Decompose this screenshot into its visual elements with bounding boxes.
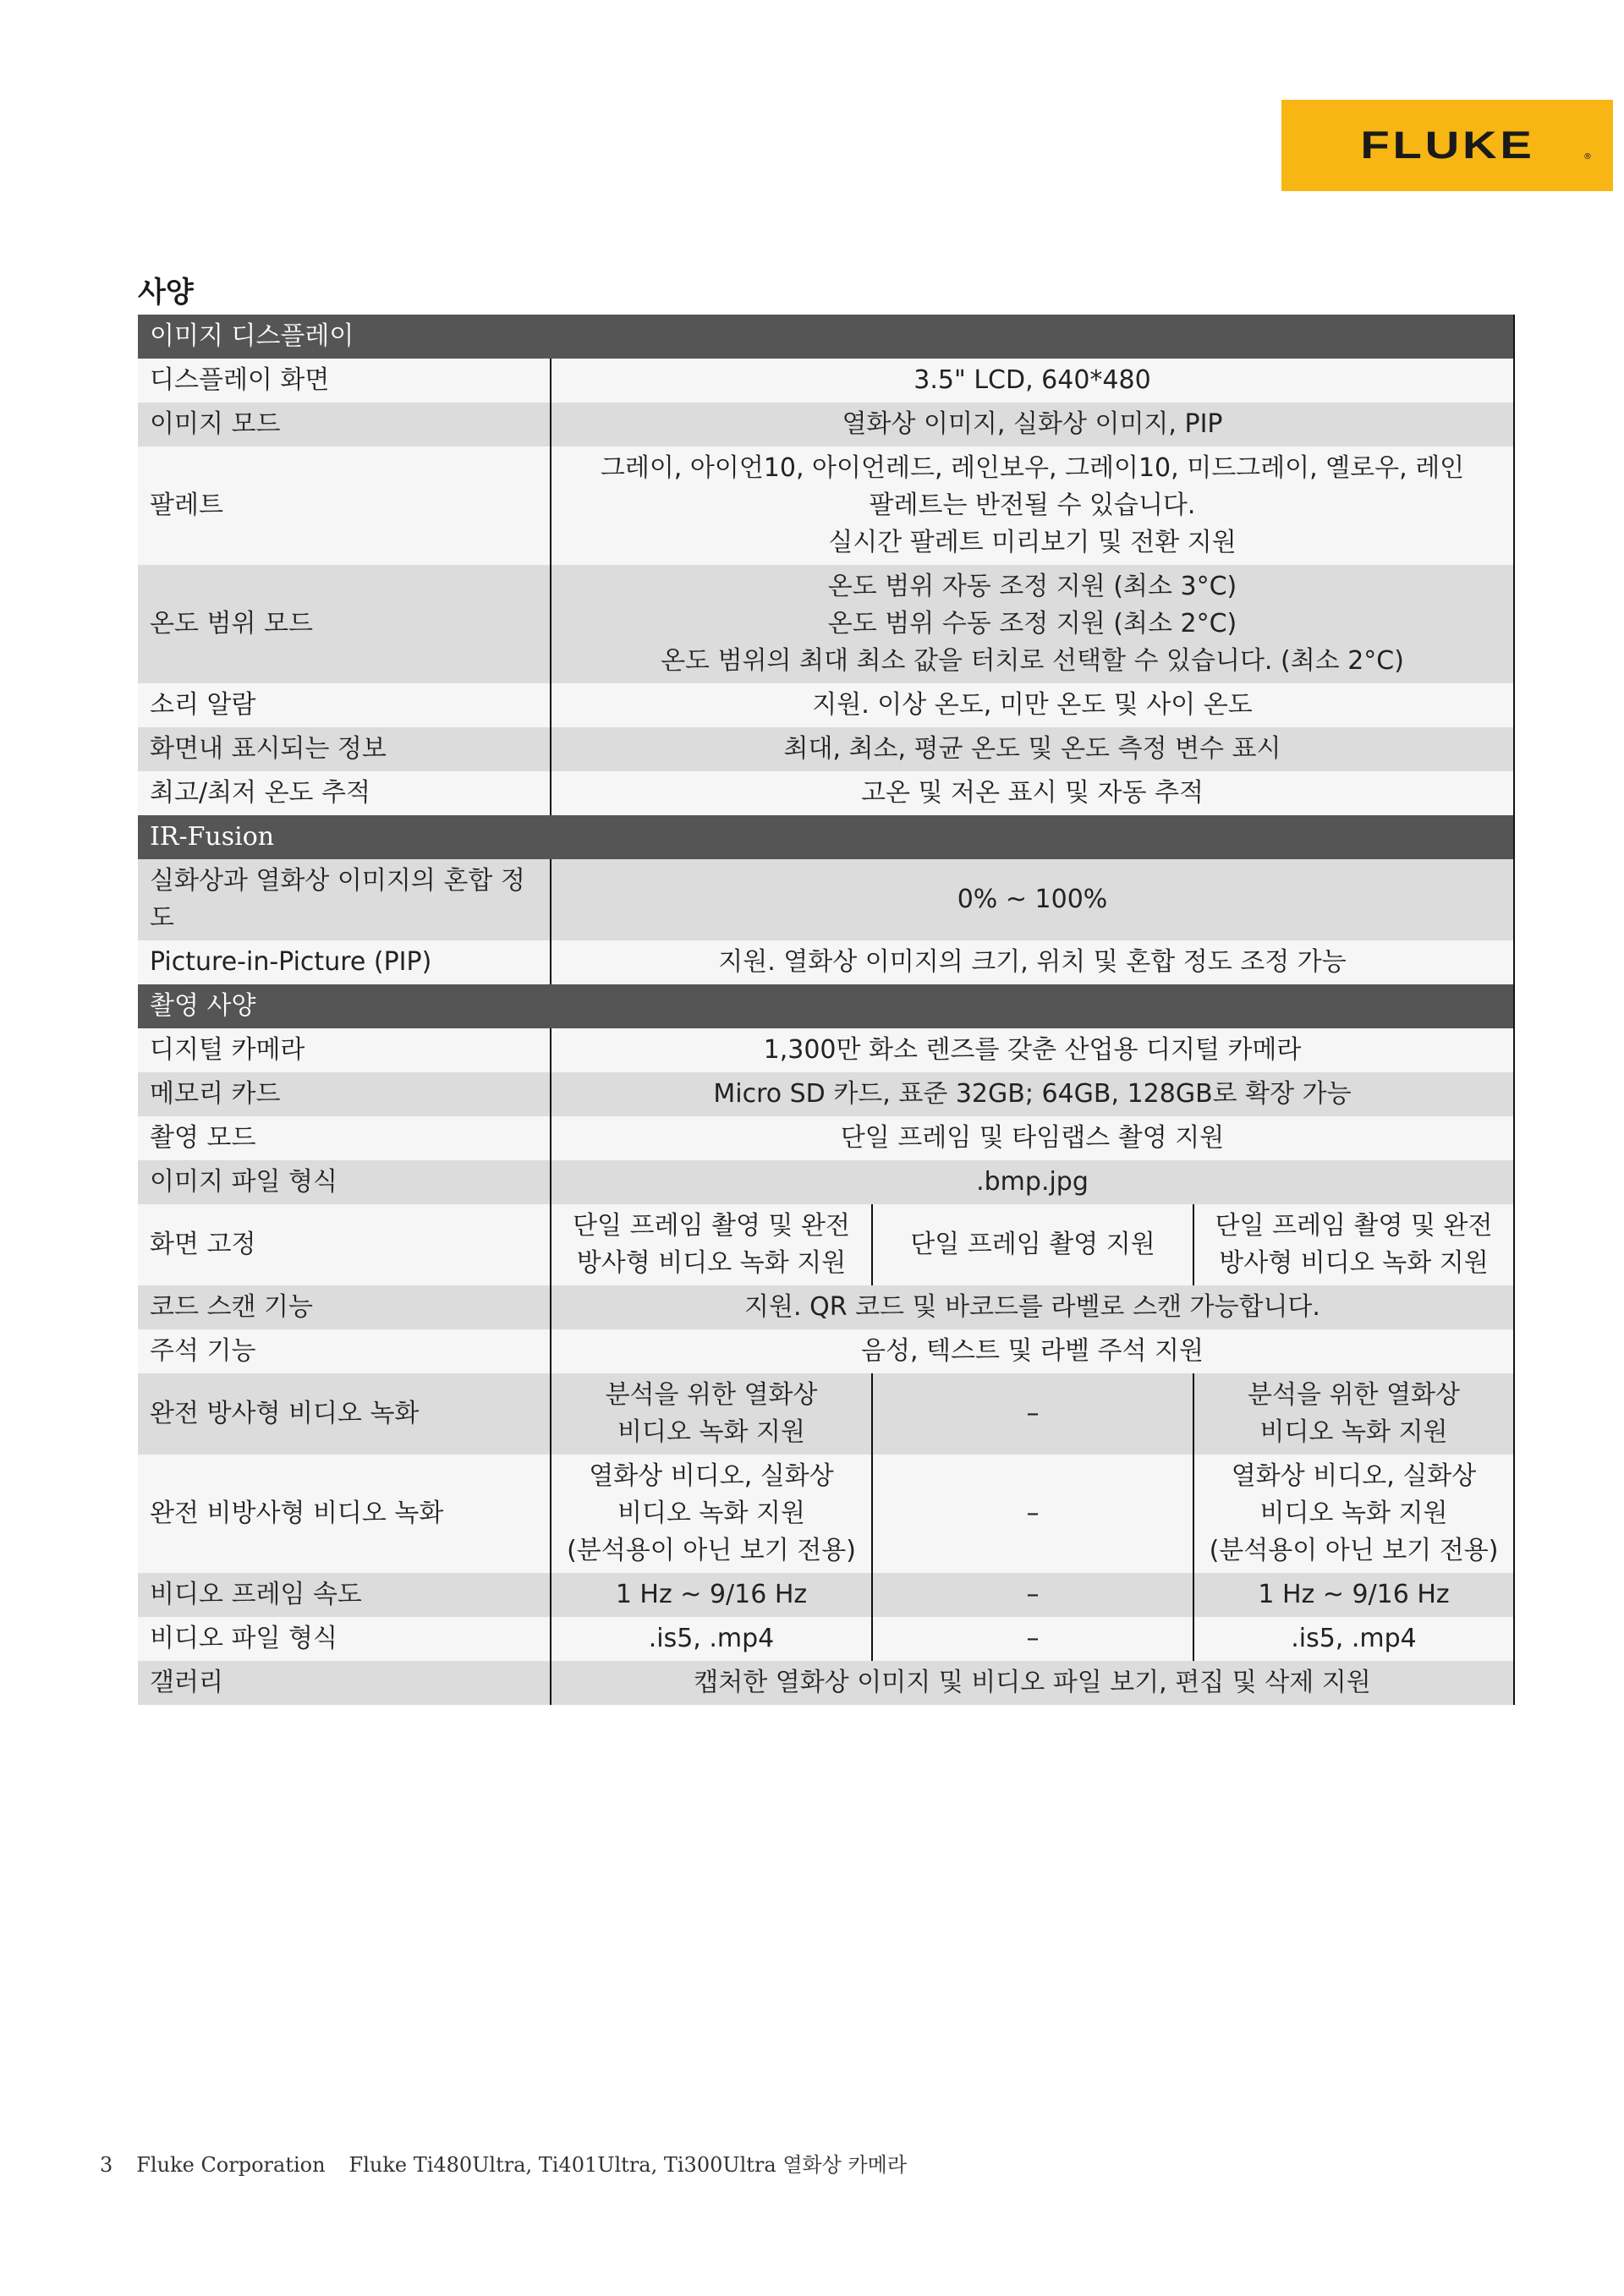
spec-value-line: 방사형 비디오 녹화 지원 — [576, 1248, 847, 1278]
spec-label: 완전 방사형 비디오 녹화 — [138, 1373, 551, 1455]
spec-value-col2: – — [872, 1373, 1193, 1455]
page-title: 사양 — [138, 276, 194, 310]
spec-value: 최대, 최소, 평균 온도 및 온도 측정 변수 표시 — [551, 727, 1514, 771]
spec-row-nonradiometric-video — [138, 1455, 1514, 1573]
spec-value-line: 팔레트는 반전될 수 있습니다. — [869, 490, 1196, 520]
spec-value-line: 비디오 녹화 지원 — [617, 1417, 805, 1447]
spec-value-line: 단일 프레임 촬영 지원 — [910, 1230, 1155, 1259]
spec-label: 이미지 모드 — [138, 403, 551, 447]
spec-value-col1 — [551, 1455, 872, 1573]
spec-label: 갤러리 — [138, 1661, 551, 1705]
spec-row-image-mode — [138, 403, 1514, 447]
spec-label: 비디오 파일 형식 — [138, 1617, 551, 1661]
spec-value-line: 열화상 비디오, 실화상 — [589, 1461, 834, 1491]
spec-row-capture-mode — [138, 1116, 1514, 1160]
spec-label: 화면내 표시되는 정보 — [138, 727, 551, 771]
spec-label: 코드 스캔 기능 — [138, 1285, 551, 1329]
spec-value-col3: 1 Hz ~ 9/16 Hz — [1193, 1573, 1514, 1617]
spec-value-col2: – — [872, 1455, 1193, 1573]
spec-row-video-frame-rate — [138, 1573, 1514, 1617]
spec-value: 지원. 열화상 이미지의 크기, 위치 및 혼합 정도 조정 가능 — [551, 940, 1514, 984]
fluke-logo — [1281, 100, 1613, 191]
page-footer — [100, 2148, 930, 2178]
spec-row-blend — [138, 859, 1514, 940]
spec-row-video-file-format — [138, 1617, 1514, 1661]
spec-value-line: 실시간 팔레트 미리보기 및 전환 지원 — [828, 528, 1237, 557]
spec-value: 1,300만 화소 렌즈를 갖춘 산업용 디지털 카메라 — [551, 1028, 1514, 1072]
spec-label: 디지털 카메라 — [138, 1028, 551, 1072]
footer-product: Fluke Ti480Ultra, Ti401Ultra, Ti300Ultra 열화상 카메라 — [348, 2153, 908, 2177]
spec-row-display-screen — [138, 359, 1514, 403]
logo-text: FLUKE — [1359, 123, 1535, 167]
spec-row-sound-alarm — [138, 683, 1514, 727]
section-header-ir-fusion — [138, 815, 1514, 859]
spec-value: 지원. QR 코드 및 바코드를 라벨로 스캔 가능합니다. — [551, 1285, 1514, 1329]
page-number: 3 — [100, 2153, 113, 2177]
spec-label: 이미지 파일 형식 — [138, 1160, 551, 1204]
spec-value-line: 단일 프레임 촬영 및 완전 — [1215, 1211, 1493, 1241]
spec-label: 최고/최저 온도 추적 — [138, 771, 551, 815]
spec-value-line: 단일 프레임 촬영 및 완전 — [573, 1211, 850, 1241]
spec-row-temp-range-mode — [138, 565, 1514, 683]
spec-row-digital-camera — [138, 1028, 1514, 1072]
spec-value-col1: .is5, .mp4 — [551, 1617, 872, 1661]
spec-value-line: 온도 범위의 최대 최소 값을 터치로 선택할 수 있습니다. (최소 2°C) — [661, 646, 1404, 676]
spec-label: 완전 비방사형 비디오 녹화 — [138, 1455, 551, 1573]
spec-value-line: 분석을 위한 열화상 — [605, 1380, 818, 1410]
spec-value-line: 그레이, 아이언10, 아이언레드, 레인보우, 그레이10, 미드그레이, 옐로우, 레인 — [600, 453, 1465, 483]
spec-row-gallery — [138, 1661, 1514, 1705]
spec-label: 촬영 모드 — [138, 1116, 551, 1160]
spec-row-annotation — [138, 1329, 1514, 1373]
spec-label: 디스플레이 화면 — [138, 359, 551, 403]
spec-value-line: 방사형 비디오 녹화 지원 — [1219, 1248, 1489, 1278]
spec-value-col3: .is5, .mp4 — [1193, 1617, 1514, 1661]
logo-registered-mark: ® — [1583, 152, 1592, 162]
spec-value-line: 비디오 녹화 지원 — [1259, 1499, 1448, 1528]
section-title: IR-Fusion — [138, 815, 1514, 859]
spec-label: 비디오 프레임 속도 — [138, 1573, 551, 1617]
section-title: 촬영 사양 — [138, 984, 1514, 1028]
spec-label: 화면 고정 — [138, 1204, 551, 1285]
spec-value-line: (분석용이 아닌 보기 전용) — [1209, 1536, 1499, 1565]
spec-value: 음성, 텍스트 및 라벨 주석 지원 — [551, 1329, 1514, 1373]
spec-value-line: 온도 범위 수동 조정 지원 (최소 2°C) — [827, 609, 1237, 638]
spec-row-freeze — [138, 1204, 1514, 1285]
spec-label: 실화상과 열화상 이미지의 혼합 정도 — [138, 859, 551, 940]
spec-label: 팔레트 — [138, 447, 551, 565]
section-header-image-display — [138, 315, 1514, 359]
spec-value-col1: 1 Hz ~ 9/16 Hz — [551, 1573, 872, 1617]
spec-value-col2: – — [872, 1573, 1193, 1617]
spec-row-pip — [138, 940, 1514, 984]
spec-value-col1 — [551, 1204, 872, 1285]
spec-row-palette — [138, 447, 1514, 565]
spec-value-line: 열화상 비디오, 실화상 — [1231, 1461, 1477, 1491]
spec-row-memory-card — [138, 1072, 1514, 1116]
spec-value-line: (분석용이 아닌 보기 전용) — [567, 1536, 856, 1565]
section-header-capture — [138, 984, 1514, 1028]
spec-value: 지원. 이상 온도, 미만 온도 및 사이 온도 — [551, 683, 1514, 727]
spec-value: 캡처한 열화상 이미지 및 비디오 파일 보기, 편집 및 삭제 지원 — [551, 1661, 1514, 1705]
spec-value-line: 비디오 녹화 지원 — [1259, 1417, 1448, 1447]
spec-value-col3 — [1193, 1455, 1514, 1573]
spec-value-line: 온도 범위 자동 조정 지원 (최소 3°C) — [827, 572, 1237, 601]
spec-value: 고온 및 저온 표시 및 자동 추적 — [551, 771, 1514, 815]
spec-row-code-scan — [138, 1285, 1514, 1329]
spec-row-radiometric-video — [138, 1373, 1514, 1455]
spec-row-minmax-tracking — [138, 771, 1514, 815]
spec-value: .bmp.jpg — [551, 1160, 1514, 1204]
spec-value-col3 — [1193, 1373, 1514, 1455]
spec-value: Micro SD 카드, 표준 32GB; 64GB, 128GB로 확장 가능 — [551, 1072, 1514, 1116]
spec-row-onscreen-info — [138, 727, 1514, 771]
spec-table — [138, 315, 1515, 1705]
spec-label: Picture-in-Picture (PIP) — [138, 940, 551, 984]
spec-value-col1 — [551, 1373, 872, 1455]
spec-value: 열화상 이미지, 실화상 이미지, PIP — [551, 403, 1514, 447]
spec-value-col2 — [872, 1204, 1193, 1285]
spec-value-col2: – — [872, 1617, 1193, 1661]
spec-label: 주석 기능 — [138, 1329, 551, 1373]
spec-label: 온도 범위 모드 — [138, 565, 551, 683]
spec-label: 소리 알람 — [138, 683, 551, 727]
spec-value: 3.5" LCD, 640*480 — [551, 359, 1514, 403]
spec-value: 0% ~ 100% — [551, 859, 1514, 940]
spec-value — [551, 565, 1514, 683]
spec-row-image-file-format — [138, 1160, 1514, 1204]
section-title: 이미지 디스플레이 — [138, 315, 1514, 359]
footer-company: Fluke Corporation — [136, 2153, 326, 2177]
spec-value-line: 분석을 위한 열화상 — [1248, 1380, 1460, 1410]
spec-value — [551, 447, 1514, 565]
spec-label: 메모리 카드 — [138, 1072, 551, 1116]
spec-value-line: 비디오 녹화 지원 — [617, 1499, 805, 1528]
spec-value: 단일 프레임 및 타임랩스 촬영 지원 — [551, 1116, 1514, 1160]
spec-value-col3 — [1193, 1204, 1514, 1285]
